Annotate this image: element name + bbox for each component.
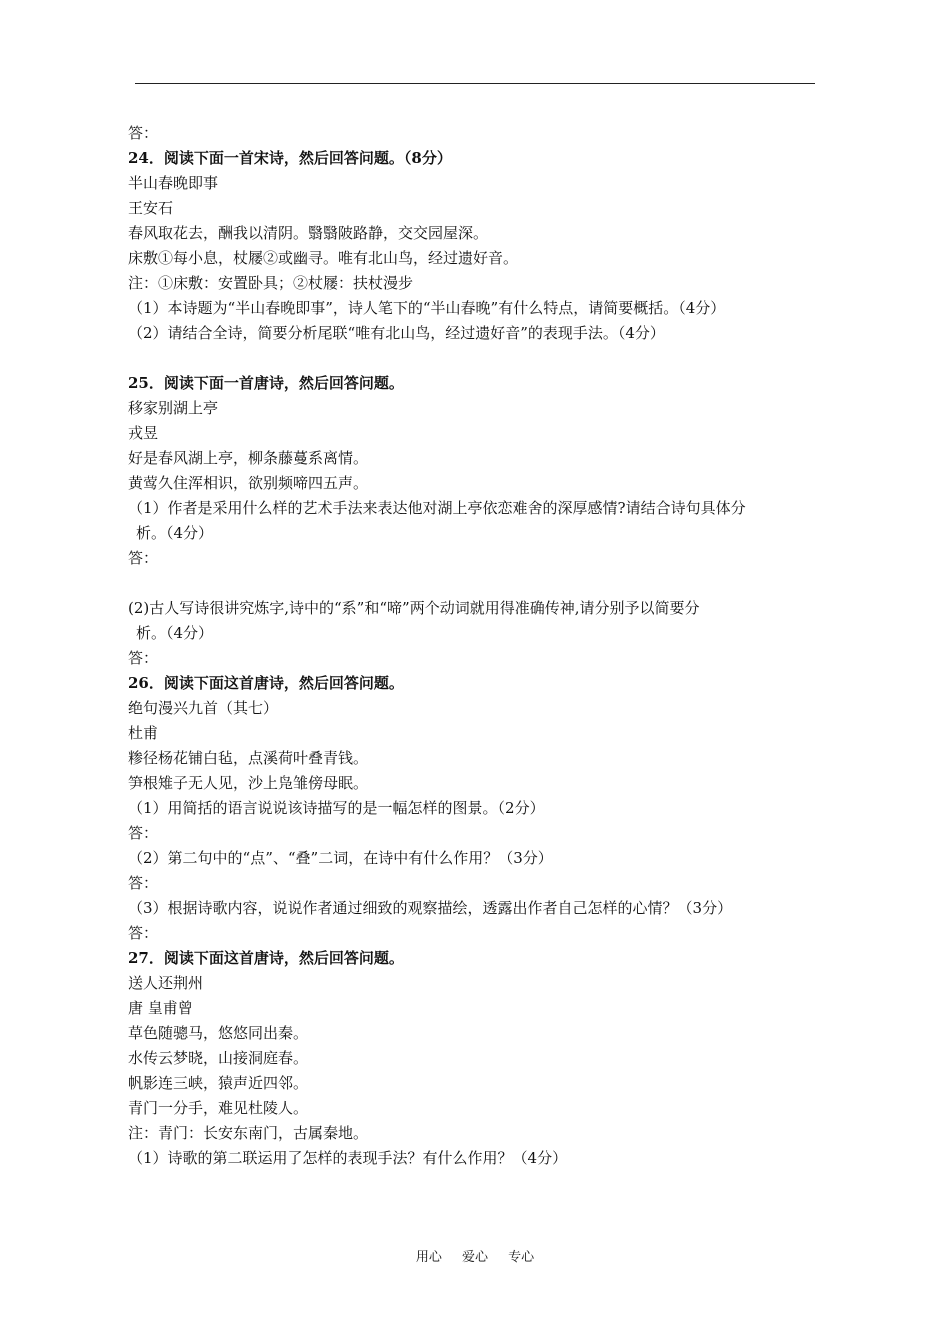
poem-line: 黄莺久住浑相识，欲别频啼四五声。	[128, 474, 369, 492]
sub-question: （2）请结合全诗，简要分析尾联“唯有北山鸟，经过遗好音”的表现手法。（4分）	[128, 324, 665, 342]
poem-note: 注：青门：长安东南门，古属秦地。	[128, 1124, 369, 1142]
poem-line: 好是春风湖上亭，柳条藤蔓系离情。	[128, 449, 369, 467]
answer-line: 答：	[128, 124, 159, 142]
poem-line: 水传云梦晓，山接洞庭春。	[128, 1049, 309, 1067]
footer-text: 专心	[508, 1250, 535, 1265]
poem-title: 半山春晚即事	[128, 174, 219, 192]
sub-question: （3）根据诗歌内容，说说作者通过细致的观察描绘，透露出作者自己怎样的心情？（3分）	[128, 899, 733, 917]
poem-line: 春风取花去，酬我以清阴。翳翳陂路静，交交园屋深。	[128, 224, 489, 242]
sub-question: （1）诗歌的第二联运用了怎样的表现手法？有什么作用？（4分）	[128, 1149, 568, 1167]
answer-line: 答：	[128, 874, 159, 892]
poem-line: 帆影连三峡，猿声近四邻。	[128, 1074, 309, 1092]
footer-text: 用心	[415, 1250, 442, 1265]
document-body	[128, 121, 818, 1171]
blank-line	[128, 346, 818, 371]
poem-line: 床敷①每小息，杖屦②或幽寻。唯有北山鸟，经过遗好音。	[128, 249, 519, 267]
poem-line: 草色随骢马，悠悠同出秦。	[128, 1024, 309, 1042]
poem-title: 绝句漫兴九首（其七）	[128, 699, 279, 717]
sub-question: （2）第二句中的“点”、“叠”二词，在诗中有什么作用？（3分）	[128, 849, 553, 867]
poem-note: 注：①床敷：安置卧具；②杖屦：扶杖漫步	[128, 274, 414, 292]
question-27-heading: 27．阅读下面这首唐诗，然后回答问题。	[128, 949, 404, 967]
question-25-heading: 25．阅读下面一首唐诗，然后回答问题。	[128, 374, 404, 392]
answer-line: 答：	[128, 824, 159, 842]
page-footer	[0, 1248, 950, 1268]
answer-line: 答：	[128, 549, 159, 567]
poem-author: 杜甫	[128, 724, 159, 742]
poem-author: 王安石	[128, 199, 174, 217]
question-24-heading: 24．阅读下面一首宋诗，然后回答问题。（8分）	[128, 149, 452, 167]
poem-title: 送人还荆州	[128, 974, 204, 992]
footer-text: 爱心	[461, 1250, 488, 1265]
sub-question: （1）用简括的语言说说该诗描写的是一幅怎样的图景。（2分）	[128, 799, 545, 817]
poem-author: 戎昱	[128, 424, 159, 442]
sub-question-continued: 析。（4分）	[136, 524, 214, 542]
poem-line: 笋根雉子无人见，沙上凫雏傍母眠。	[128, 774, 369, 792]
answer-line: 答：	[128, 924, 159, 942]
poem-title: 移家别湖上亭	[128, 399, 219, 417]
header-rule	[135, 83, 815, 84]
poem-author: 唐 皇甫曾	[128, 999, 193, 1017]
sub-question: （1）作者是采用什么样的艺术手法来表达他对湖上亭依恋难舍的深厚感情?请结合诗句具体分	[128, 499, 746, 517]
question-26-heading: 26．阅读下面这首唐诗，然后回答问题。	[128, 674, 404, 692]
poem-line: 糁径杨花铺白毡，点溪荷叶叠青钱。	[128, 749, 369, 767]
sub-question-continued: 析。（4分）	[136, 624, 214, 642]
sub-question: （1）本诗题为“半山春晚即事”，诗人笔下的“半山春晚”有什么特点，请简要概括。（4分）	[128, 299, 726, 317]
poem-line: 青门一分手，难见杜陵人。	[128, 1099, 309, 1117]
blank-line	[128, 571, 818, 596]
answer-line: 答：	[128, 649, 159, 667]
sub-question: (2)古人写诗很讲究炼字,诗中的“系”和“啼”两个动词就用得准确传神,请分别予以简要分	[128, 599, 700, 617]
